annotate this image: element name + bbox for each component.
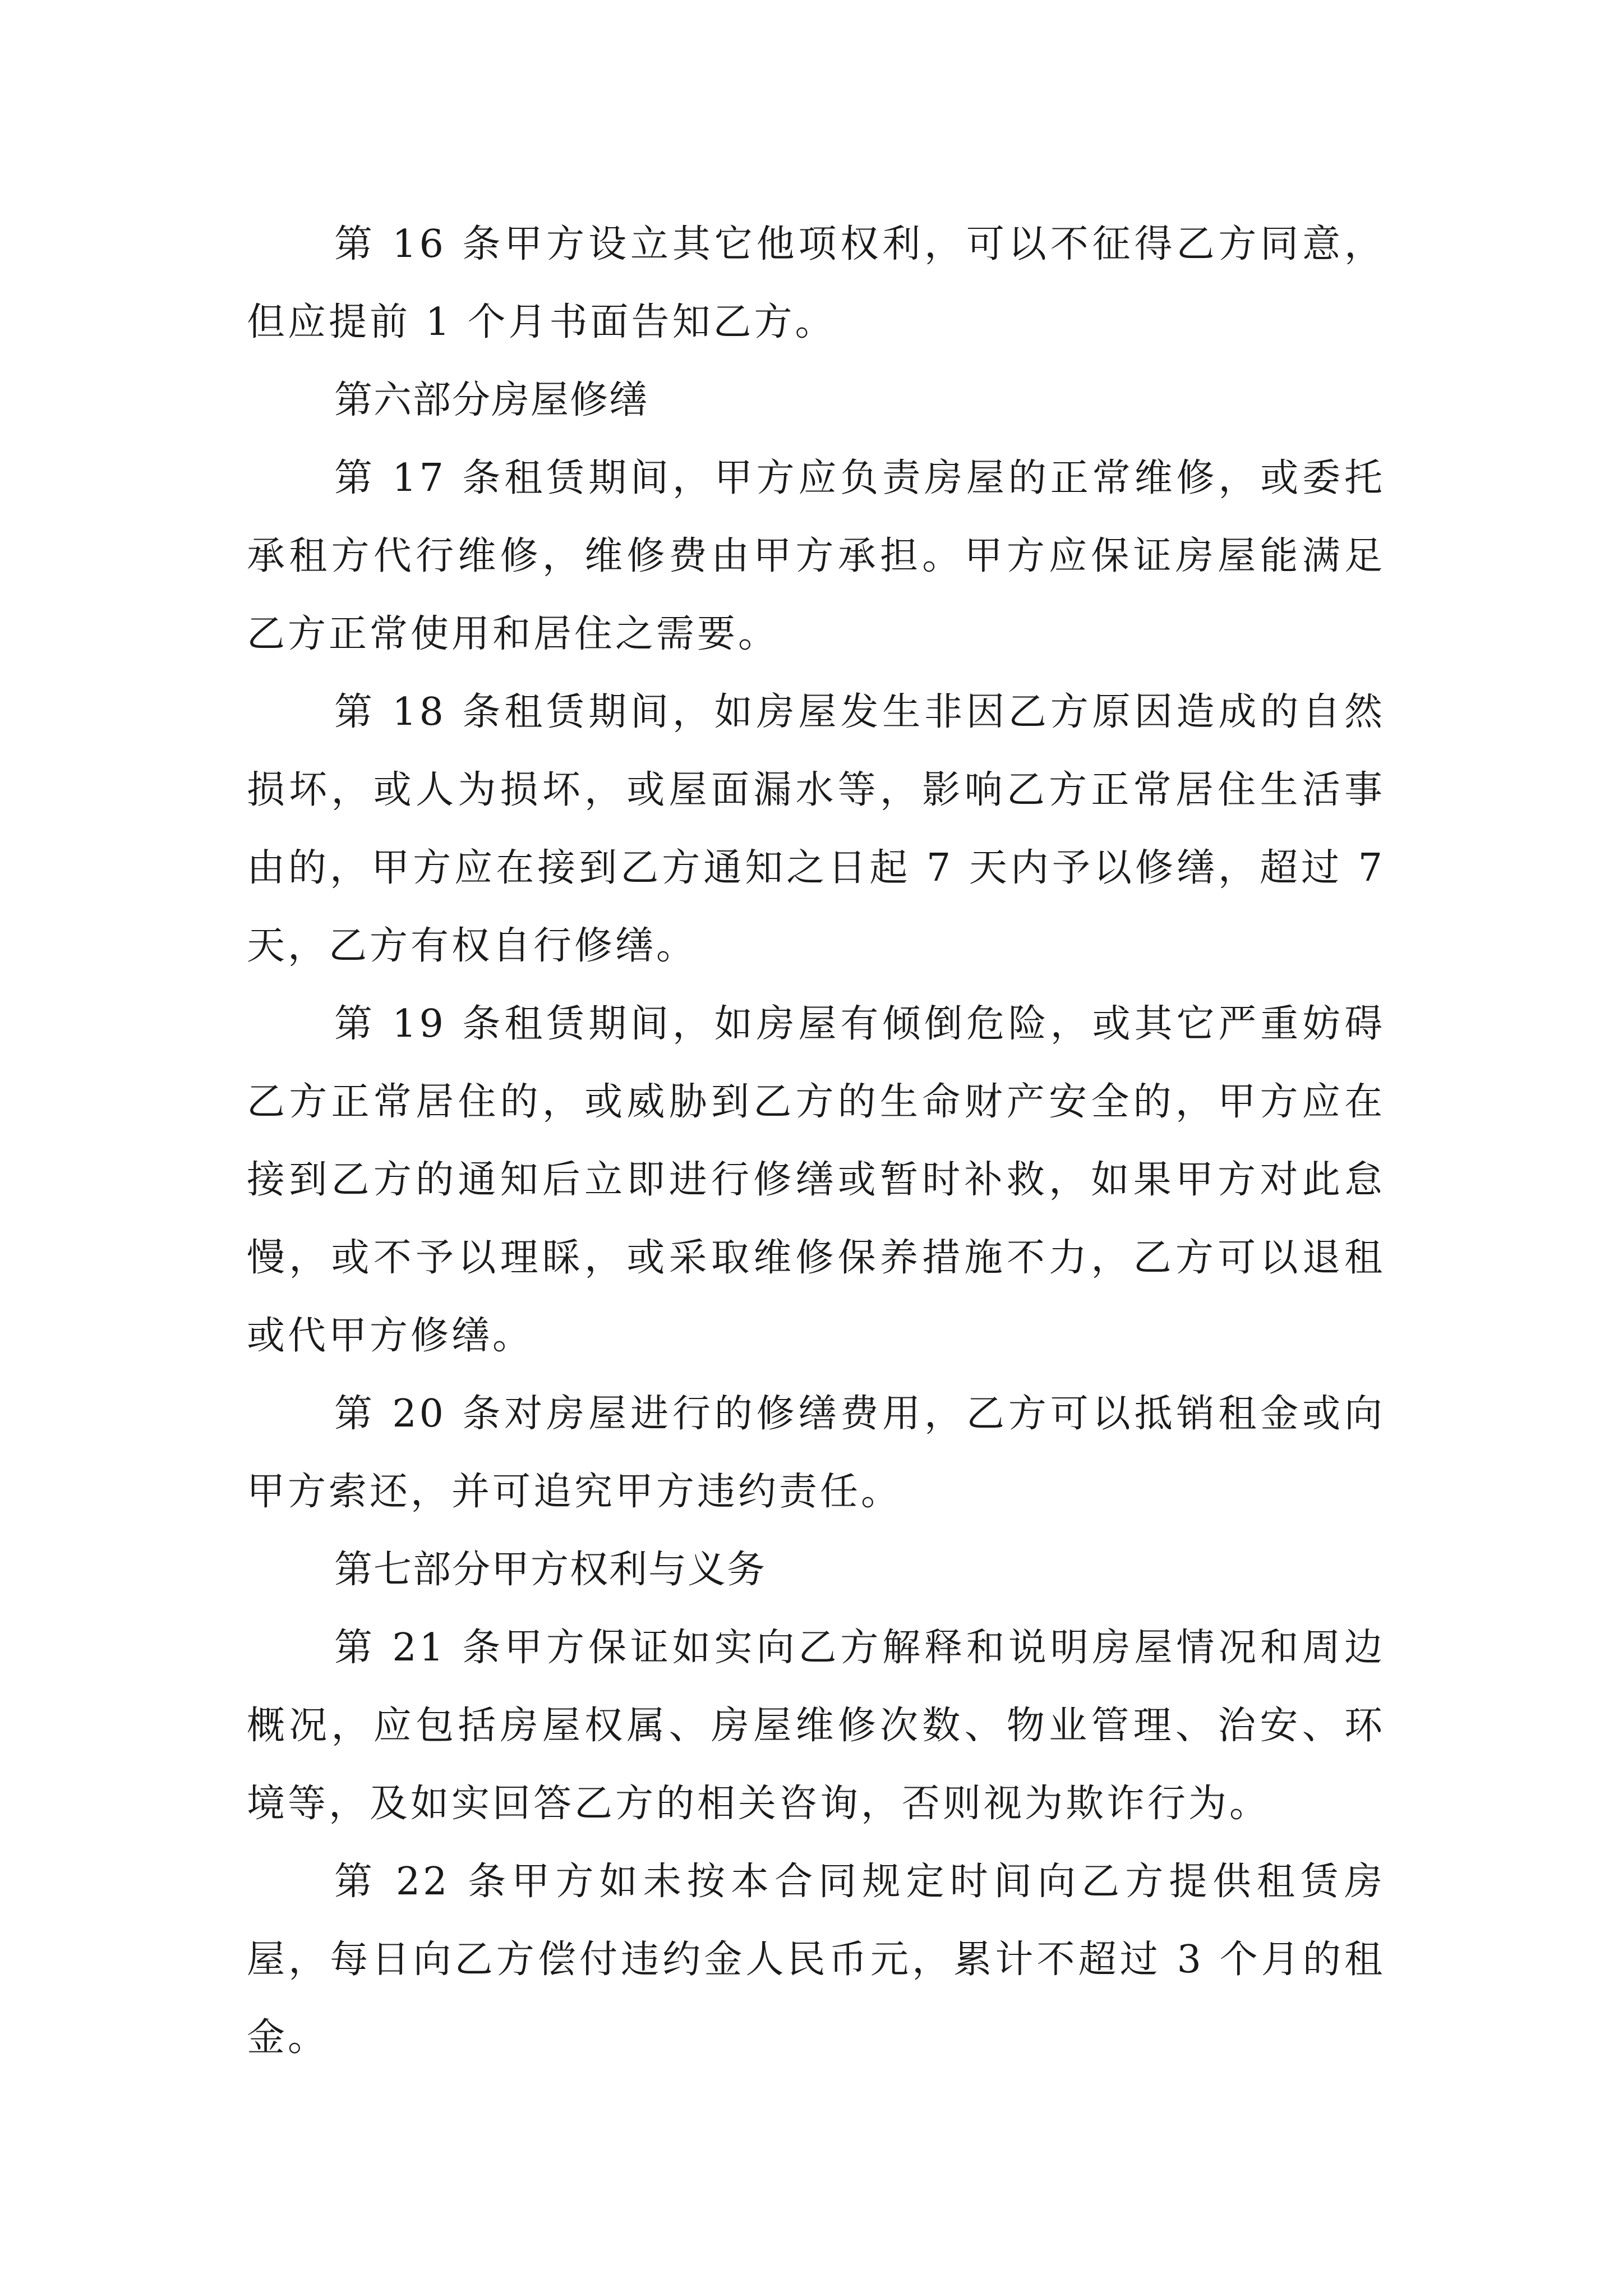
section-heading-repairs: 第六部分房屋修缮: [334, 378, 649, 422]
article-18-paragraph: 第 18 条租赁期间，如房屋发生非因乙方原因造成的自然损坏，或人为损坏，或屋面漏水等，影响乙方正常居住生活事由的，甲方应在接到乙方通知之日起 7 天内予以修缮，超过 7 天，乙方有权自行修缮。: [247, 690, 1385, 968]
article-17-paragraph: 第 17 条租赁期间，甲方应负责房屋的正常维修，或委托承租方代行维修，维修费由甲方承担。甲方应保证房屋能满足乙方正常使用和居住之需要。: [247, 456, 1385, 656]
article-16-paragraph: 第 16 条甲方设立其它他项权利，可以不征得乙方同意，但应提前 1 个月书面告知乙方。: [247, 222, 1385, 344]
article-21-paragraph: 第 21 条甲方保证如实向乙方解释和说明房屋情况和周边概况，应包括房屋权属、房屋维修次数、物业管理、治安、环境等，及如实回答乙方的相关咨询，否则视为欺诈行为。: [247, 1626, 1385, 1826]
article-19-paragraph: 第 19 条租赁期间，如房屋有倾倒危险，或其它严重妨碍乙方正常居住的，或威胁到乙方的生命财产安全的，甲方应在接到乙方的通知后立即进行修缮或暂时补救，如果甲方对此怠慢，或不予以理睬，或采取维修保养措施不力，乙方可以退租或代甲方修缮。: [247, 1002, 1385, 1358]
article-20-paragraph: 第 20 条对房屋进行的修缮费用，乙方可以抵销租金或向甲方索还，并可追究甲方违约责任。: [247, 1392, 1385, 1514]
document-page: [247, 205, 1385, 2077]
section-heading-landlord-rights: 第七部分甲方权利与义务: [334, 1548, 767, 1592]
article-22-paragraph: 第 22 条甲方如未按本合同规定时间向乙方提供租赁房屋，每日向乙方偿付违约金人民币元，累计不超过 3 个月的租金。: [247, 1860, 1385, 2060]
